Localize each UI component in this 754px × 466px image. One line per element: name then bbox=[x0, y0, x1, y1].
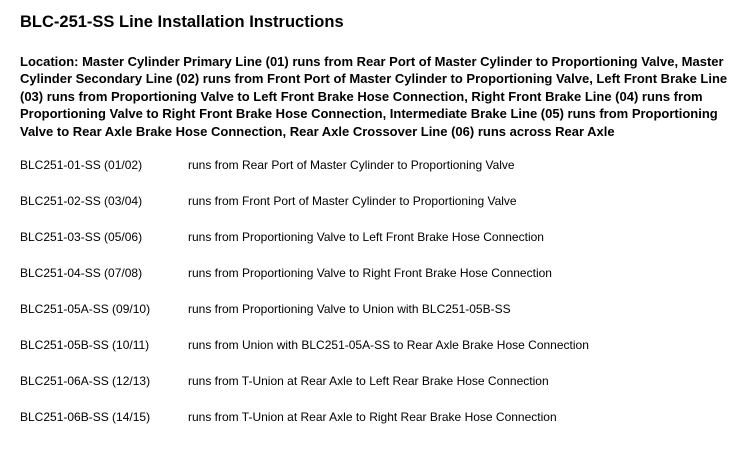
line-list bbox=[20, 157, 748, 445]
line-part-number: BLC251-04-SS (07/08) bbox=[20, 266, 143, 281]
document bbox=[20, 12, 748, 445]
line-row bbox=[20, 157, 748, 193]
line-part-number: BLC251-05B-SS (10/11) bbox=[20, 338, 150, 353]
line-route: runs from Proportioning Valve to Left Front Brake Hose Connection bbox=[188, 230, 544, 245]
line-row bbox=[20, 265, 748, 301]
line-route: runs from Proportioning Valve to Union with BLC251-05B-SS bbox=[188, 302, 511, 317]
line-row bbox=[20, 301, 748, 337]
line-route: runs from T-Union at Rear Axle to Right Rear Brake Hose Connection bbox=[188, 410, 557, 425]
document-title: BLC-251-SS Line Installation Instructions bbox=[20, 13, 344, 31]
line-route: runs from T-Union at Rear Axle to Left Rear Brake Hose Connection bbox=[188, 374, 549, 389]
line-route: runs from Front Port of Master Cylinder to Proportioning Valve bbox=[188, 194, 517, 209]
line-route: runs from Rear Port of Master Cylinder to Proportioning Valve bbox=[188, 158, 515, 173]
line-route: runs from Proportioning Valve to Right Front Brake Hose Connection bbox=[188, 266, 552, 281]
line-row bbox=[20, 337, 748, 373]
line-part-number: BLC251-06B-SS (14/15) bbox=[20, 410, 151, 425]
line-row bbox=[20, 229, 748, 265]
location-paragraph: Location: Master Cylinder Primary Line (01) runs from Rear Port of Master Cylinder to Proportioning Valve, Master Cylinder Secondary Line (02) runs from Front Port of Master Cylinder to Proportioning Valve, Left Front Brake Line (03) runs from Proportioning Valve to Left Front Brake Hose Connection, Right Front Brake Line (04) runs from Proportioning Valve to Right Front Brake Hose Connection, Intermediate Brake Line (05) runs from Proportioning Valve to Rear Axle Brake Hose Connection, Rear Axle Crossover Line (06) runs across Rear Axle bbox=[20, 54, 728, 139]
line-row bbox=[20, 193, 748, 229]
line-part-number: BLC251-01-SS (01/02) bbox=[20, 158, 143, 173]
line-route: runs from Union with BLC251-05A-SS to Rear Axle Brake Hose Connection bbox=[188, 338, 589, 353]
line-part-number: BLC251-03-SS (05/06) bbox=[20, 230, 143, 245]
line-part-number: BLC251-06A-SS (12/13) bbox=[20, 374, 151, 389]
line-row bbox=[20, 373, 748, 409]
line-part-number: BLC251-05A-SS (09/10) bbox=[20, 302, 151, 317]
line-part-number: BLC251-02-SS (03/04) bbox=[20, 194, 143, 209]
line-row bbox=[20, 409, 748, 445]
